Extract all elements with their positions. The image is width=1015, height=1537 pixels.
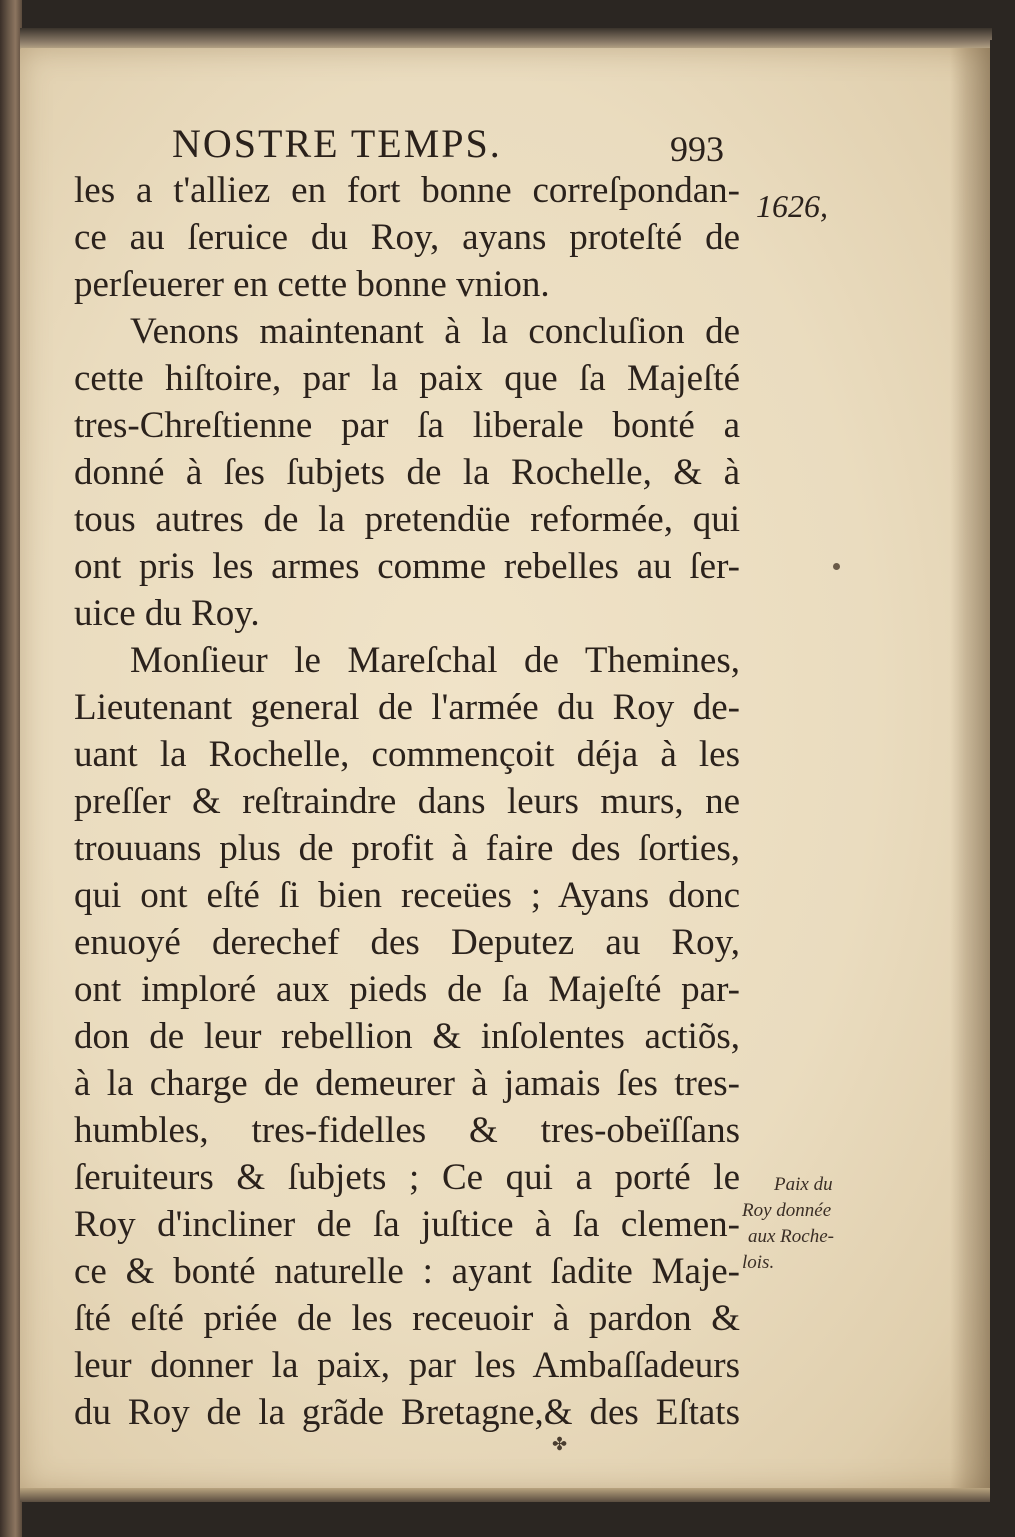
text-line: Roy d'incliner de ſa juſtice à ſa clemen- <box>74 1204 740 1245</box>
page-number: 993 <box>670 129 724 169</box>
text-line: les a t'alliez en fort bonne correſpondan- <box>74 170 740 211</box>
text-line: ſté eſté priée de les receuoir à pardon & <box>74 1298 740 1339</box>
text-line: ont pris les armes comme rebelles au ſer- <box>74 546 740 587</box>
text-line: preſſer & reſtraindre dans leurs murs, ne <box>74 781 740 822</box>
text-line: ſeruiteurs & ſubjets ; Ce qui a porté le <box>74 1157 740 1198</box>
ornament-icon: ✤ <box>552 1434 568 1455</box>
text-line: humbles, tres-fidelles & tres-obeïſſans <box>74 1110 740 1151</box>
text-line: tres-Chreſtienne par ſa liberale bonté a <box>74 405 740 446</box>
text-line: ce au ſeruice du Roy, ayans proteſté de <box>74 217 740 258</box>
text-line: don de leur rebellion & inſolentes actiõs, <box>74 1016 740 1057</box>
marginal-note-line: aux Roche- <box>748 1226 834 1247</box>
text-line: Monſieur le Mareſchal de Themines, <box>130 640 740 681</box>
text-line: enuoyé derechef des Deputez au Roy, <box>74 922 740 963</box>
text-line: ont imploré aux pieds de ſa Majeſté par- <box>74 969 740 1010</box>
text-line: donné à ſes ſubjets de la Rochelle, & à <box>74 452 740 493</box>
text-line: perſeuerer en cette bonne vnion. <box>74 264 550 305</box>
running-head-title: NOSTRE TEMPS. <box>172 121 502 166</box>
text-line: cette hiſtoire, par la paix que ſa Majeſté <box>74 358 740 399</box>
text-line: qui ont eſté ſi bien receües ; Ayans donc <box>74 875 740 916</box>
text-line: tous autres de la pretendüe reformée, qui <box>74 499 740 540</box>
background-right <box>990 40 1015 1510</box>
book-binding-edge <box>0 0 22 1537</box>
ink-speck <box>833 563 840 570</box>
marginal-note-line: lois. <box>742 1252 775 1273</box>
text-line: uice du Roy. <box>74 593 260 634</box>
margin-year: 1626, <box>756 188 828 224</box>
text-line: Venons maintenant à la concluſion de <box>130 311 740 352</box>
marginal-note-line: Paix du <box>774 1174 833 1195</box>
marginal-note <box>742 1172 892 1276</box>
text-line: Lieutenant general de l'armée du Roy de- <box>74 687 740 728</box>
page-bottom-edge <box>20 1488 992 1502</box>
marginal-note-line: Roy donnée <box>742 1200 832 1221</box>
text-line: ce & bonté naturelle : ayant ſadite Maje- <box>74 1251 740 1292</box>
page-right-shadow <box>950 48 992 1492</box>
text-line: trouuans plus de profit à faire des ſorties, <box>74 828 740 869</box>
text-line: à la charge de demeurer à jamais ſes tres- <box>74 1063 740 1104</box>
text-line: uant la Rochelle, commençoit déja à les <box>74 734 740 775</box>
text-line: du Roy de la grãde Bretagne,& des Eſtats <box>74 1392 740 1433</box>
text-line: leur donner la paix, par les Ambaſſadeurs <box>74 1345 740 1386</box>
